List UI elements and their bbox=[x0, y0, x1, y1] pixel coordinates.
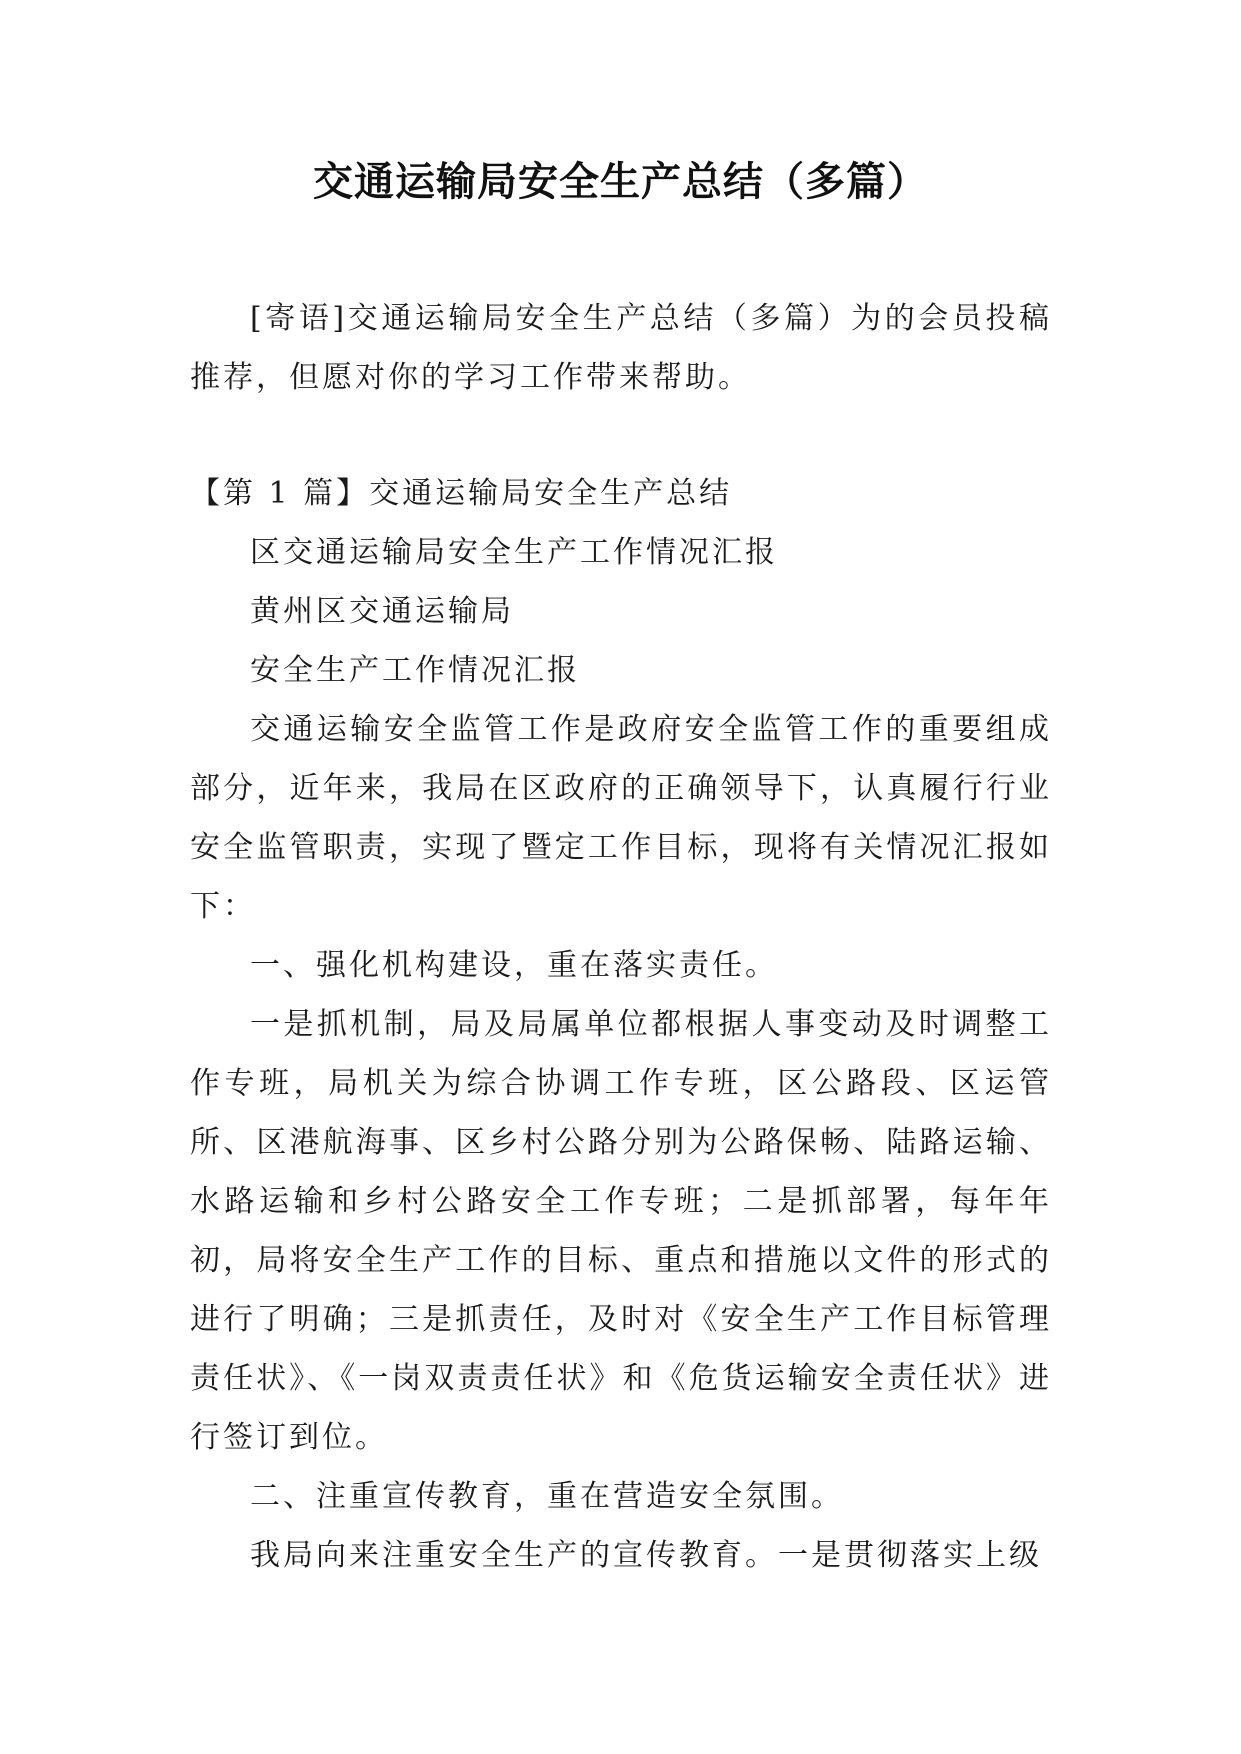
point-one-body: 一是抓机制，局及局属单位都根据人事变动及时调整工作专班，局机关为综合协调工作专班，区公路段、区运管所、区港航海事、区乡村公路分别为公路保畅、陆路运输、水路运输和乡村公路安全工作专班；二是抓部署，每年年初，局将安全生产工作的目标、重点和措施以文件的形式的进行了明确；三是抓责任，及时对《安全生产工作目标管理责任状》、《一岗双责责任状》和《危货运输安全责任状》进行签订到位。 bbox=[190, 1007, 1052, 1455]
document-title: 交通运输局安全生产总结（多篇） bbox=[313, 158, 928, 205]
section-heading: 【第 1 篇】交通运输局安全生产总结 bbox=[190, 476, 733, 511]
organization-name: 黄州区交通运输局 bbox=[250, 594, 514, 629]
intro-paragraph: 交通运输安全监管工作是政府安全监管工作的重要组成部分，近年来，我局在区政府的正确领导下，认真履行行业安全监管职责，实现了暨定工作目标，现将有关情况汇报如下： bbox=[190, 712, 1052, 924]
report-subtitle: 安全生产工作情况汇报 bbox=[250, 653, 580, 688]
report-title: 区交通运输局安全生产工作情况汇报 bbox=[250, 535, 778, 570]
point-two-heading: 二、注重宣传教育，重在营造安全氛围。 bbox=[250, 1479, 844, 1514]
document-body bbox=[190, 289, 1052, 1585]
point-one-heading: 一、强化机构建设，重在落实责任。 bbox=[250, 948, 778, 983]
foreword-paragraph: [寄语]交通运输局安全生产总结（多篇）为的会员投稿推荐，但愿对你的学习工作带来帮助。 bbox=[190, 301, 1052, 395]
point-two-body: 我局向来注重安全生产的宣传教育。一是贯彻落实上级 bbox=[250, 1538, 1042, 1573]
